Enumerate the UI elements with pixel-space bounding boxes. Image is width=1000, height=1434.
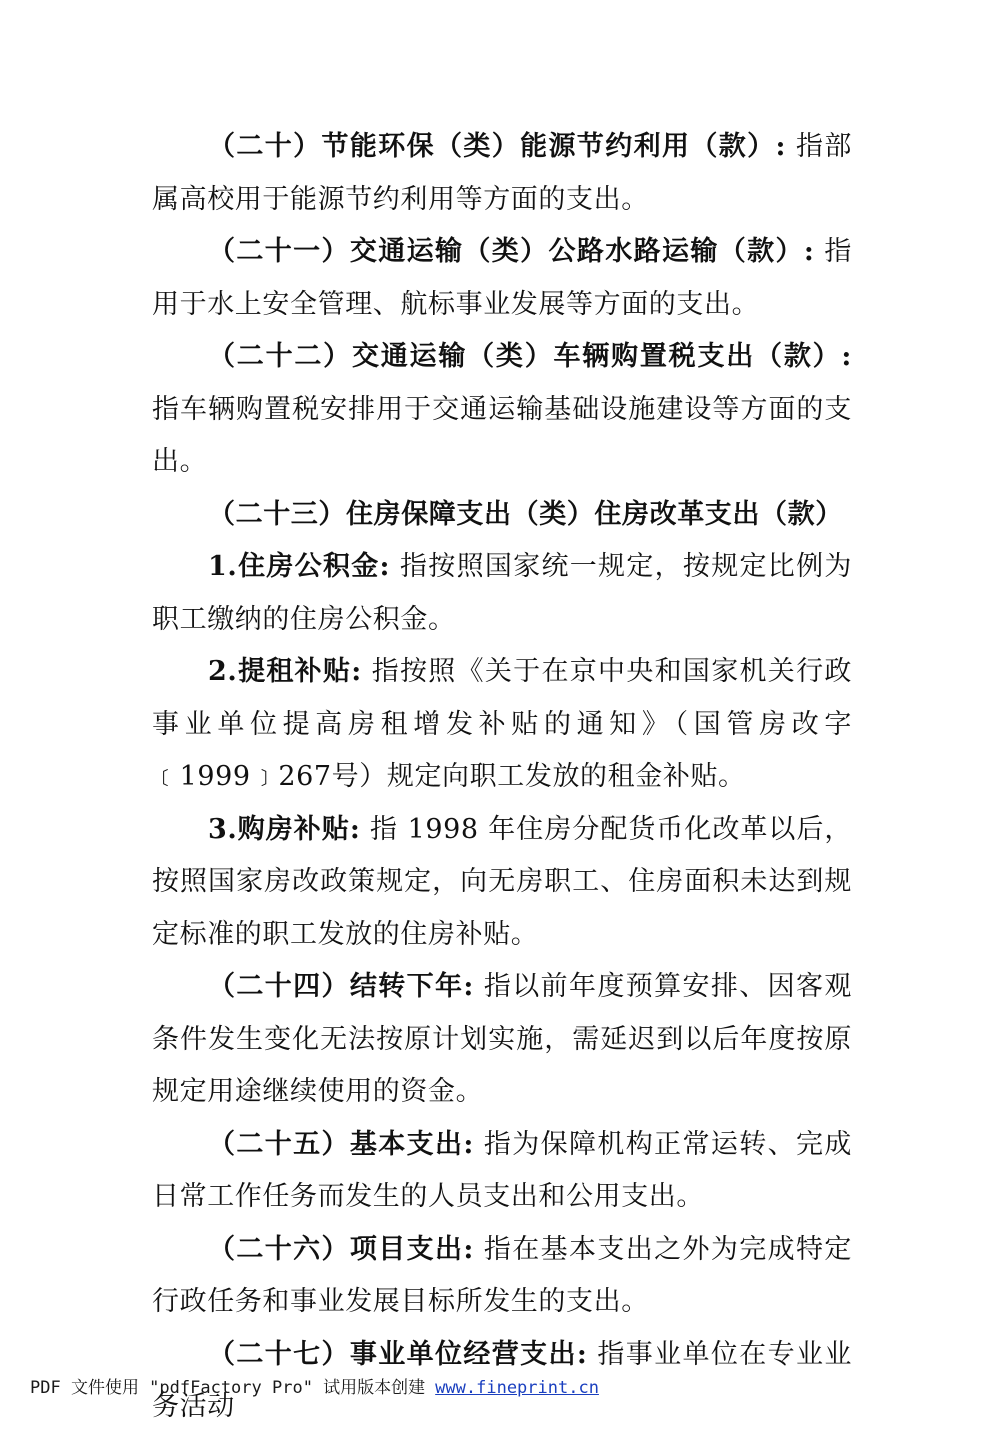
paragraph-term: 1.住房公积金: (208, 551, 391, 582)
paragraph-term: （二十五）基本支出: (208, 1128, 474, 1160)
paragraph-22 (152, 331, 852, 489)
paragraph-text: 指按照国家统一规定，按规定比例为职工缴纳的住房公积金。 (152, 551, 852, 635)
paragraph-term: 3.购房补贴: (208, 813, 361, 845)
paragraph-text: 指事业单位在专业业务活动 (152, 1338, 852, 1422)
pdf-watermark-footer (30, 1376, 970, 1400)
paragraph-21 (152, 226, 852, 331)
paragraph-25 (152, 1119, 852, 1224)
paragraph-term: （二十）节能环保（类）能源节约利用（款）: (208, 131, 787, 162)
paragraph-term: （二十四）结转下年: (208, 971, 474, 1002)
paragraph-23-1 (152, 541, 852, 646)
paragraph-text: 指按照《关于在京中央和国家机关行政事业单位提高房租增发补贴的通知》（国管房改字﹝1999﹞267号）规定向职工发放的租金补贴。 (152, 656, 852, 792)
paragraph-text: 指部属高校用于能源节约利用等方面的支出。 (152, 131, 852, 215)
paragraph-term: （二十六）项目支出: (208, 1233, 474, 1265)
paragraph-term: （二十二）交通运输（类）车辆购置税支出（款）: (208, 341, 852, 372)
paragraph-term: （二十三）住房保障支出（类）住房改革支出（款） (208, 498, 843, 530)
paragraph-text: 指以前年度预算安排、因客观条件发生变化无法按原计划实施，需延迟到以后年度按原规定用途继续使用的资金。 (152, 971, 853, 1107)
paragraph-text: 指 1998 年住房分配货币化改革以后，按照国家房改政策规定，向无房职工、住房面积未达到规定标准的职工发放的住房补贴。 (152, 813, 853, 950)
paragraph-23-3 (152, 804, 852, 962)
paragraph-text: 指在基本支出之外为完成特定行政任务和事业发展目标所发生的支出。 (152, 1233, 853, 1317)
paragraph-term: 2.提租补贴: (208, 656, 362, 687)
paragraph-26 (152, 1224, 852, 1329)
paragraph-text: 指为保障机构正常运转、完成日常工作任务而发生的人员支出和公用支出。 (152, 1128, 853, 1212)
paragraph-text: 指车辆购置税安排用于交通运输基础设施建设等方面的支出。 (152, 393, 852, 477)
paragraph-term: （二十一）交通运输（类）公路水路运输（款）: (208, 236, 815, 267)
footer-text: PDF 文件使用 "pdfFactory Pro" 试用版本创建 (30, 1378, 426, 1398)
paragraph-text: 指用于水上安全管理、航标事业发展等方面的支出。 (152, 236, 852, 320)
paragraph-24 (152, 961, 852, 1119)
paragraph-20 (152, 121, 852, 226)
document-body (152, 121, 852, 1434)
footer-link[interactable]: www.fineprint.cn (435, 1378, 599, 1398)
paragraph-term: （二十七）事业单位经营支出: (208, 1338, 588, 1370)
paragraph-23-2 (152, 646, 852, 804)
paragraph-23 (152, 489, 852, 542)
